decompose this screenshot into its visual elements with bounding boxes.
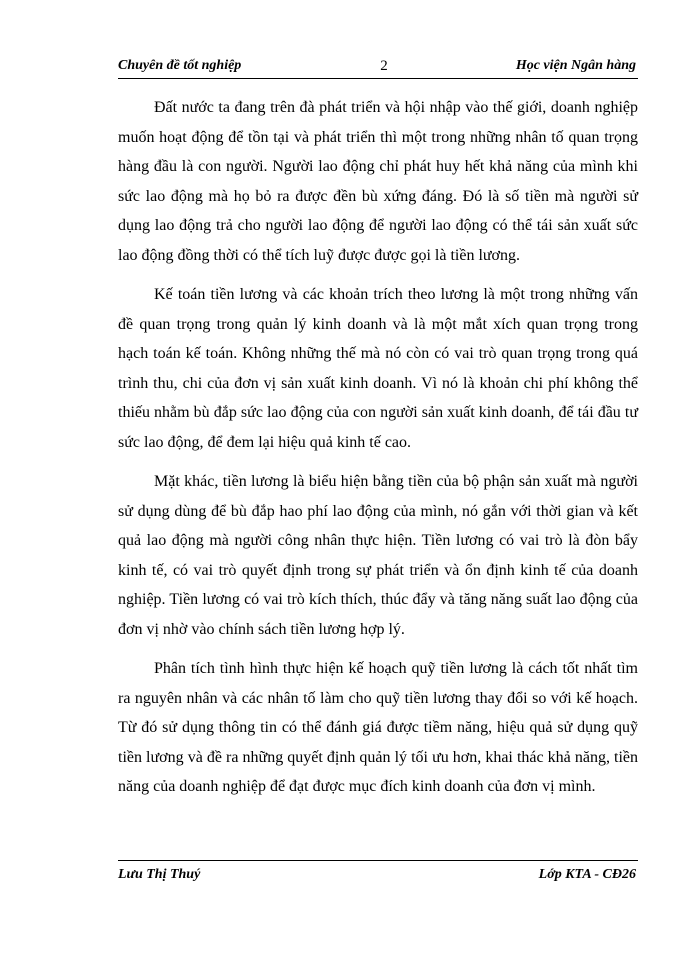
footer-class: Lớp KTA - CĐ26 bbox=[538, 867, 636, 882]
header-document-title: Chuyên đề tốt nghiệp bbox=[118, 58, 242, 73]
paragraph: Phân tích tình hình thực hiện kế hoạch quỹ tiền lương là cách tốt nhất tìm ra nguyên nhân và các nhân tố làm cho quỹ tiền lương thay đổi so với kế hoạch. Từ đó sử dụng thông tin có thể đánh giá được tiềm năng, hiệu quả sử dụng quỹ tiền lương và đề ra những quyết định quản lý tối ưu hơn, khai thác khả năng, tiền năng của doanh nghiệp để đạt được mục đích kinh doanh của đơn vị mình. bbox=[118, 660, 638, 795]
paragraph: Kế toán tiền lương và các khoản trích theo lương là một trong những vấn đề quan trọng trong quản lý kinh doanh và là một mắt xích quan trọng trong hạch toán kế toán. Không những thế mà nó còn có vai trò quan trọng trong quá trình thu, chi của đơn vị sản xuất kinh doanh. Vì nó là khoản chi phí không thể thiếu nhằm bù đắp sức lao động của con người sản xuất kinh doanh, để tái đầu tư sức lao động, để đem lại hiệu quả kinh tế cao. bbox=[118, 286, 638, 451]
page-footer bbox=[118, 860, 638, 887]
page-header bbox=[118, 56, 638, 79]
page-number: 2 bbox=[380, 58, 388, 74]
document-body bbox=[118, 93, 638, 812]
footer-author: Lưu Thị Thuý bbox=[118, 867, 201, 882]
header-institution: Học viện Ngân hàng bbox=[515, 58, 636, 73]
paragraph: Đất nước ta đang trên đà phát triển và hội nhập vào thế giới, doanh nghiệp muốn hoạt động để tồn tại và phát triển thì một trong những nhân tố quan trọng hàng đầu là con người. Người lao động chỉ phát huy hết khả năng của mình khi sức lao động mà họ bỏ ra được đền bù xứng đáng. Đó là số tiền mà người sử dụng lao động trả cho người lao động để người lao động có thể tái sản xuất sức lao động đồng thời có thể tích luỹ được được gọi là tiền lương. bbox=[118, 99, 638, 264]
paragraph: Mặt khác, tiền lương là biểu hiện bằng tiền của bộ phận sản xuất mà người sử dụng dùng để bù đắp hao phí lao động của mình, nó gắn với thời gian và kết quả lao động mà người công nhân thực hiện. Tiền lương có vai trò là đòn bẩy kinh tế, có vai trò quyết định trong sự phát triển và ổn định kinh tế của doanh nghiệp. Tiền lương có vai trò kích thích, thúc đẩy và tăng năng suất lao động của đơn vị nhờ vào chính sách tiền lương hợp lý. bbox=[118, 473, 638, 638]
